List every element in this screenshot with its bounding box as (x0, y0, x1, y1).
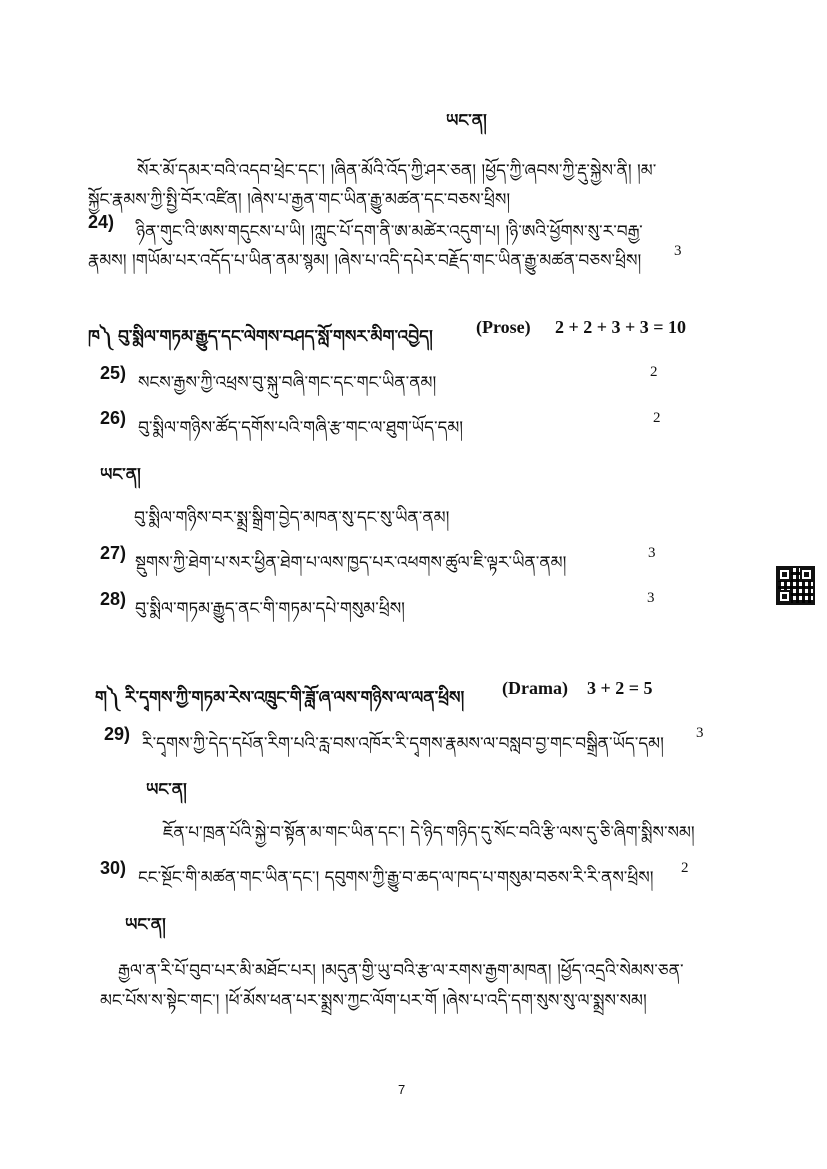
section-kha-english: (Prose) (476, 317, 531, 337)
section-kha-marks: 2 + 2 + 3 + 3 = 10 (555, 317, 687, 337)
section-ga-heading: ག༽ རི་དྭགས་ཀྱི་གཏམ་རེས་འཁྲུང་གི་ཟློ་ཞ་ལས་གཉིས་ལ་ལན་ཕྲིས། (95, 688, 465, 708)
q26-marks: 2 (653, 410, 661, 426)
q25-text: སངས་རྒྱས་ཀྱི་འཕྲས་བུ་སྐུ་བཞི་གང་དང་གང་ཡིན་ནམ། (138, 373, 437, 393)
q24-number: 24) (88, 212, 115, 232)
section-kha-heading: ཁ༽ བུ་སྨིལ་གཏམ་རྒྱུད་དང་ལེགས་བཤད་སློ་གསར་མིག་འབྱེད། (88, 327, 433, 347)
q28-text: བུ་སྨིལ་གཏམ་རྒྱུད་ནང་གི་གཏམ་དཔེ་གསུམ་ཕྲིས། (135, 599, 405, 619)
q29-marks: 3 (696, 725, 704, 741)
q29-number: 29) (104, 724, 131, 744)
q24-line2: རྣམས། །གཡོམ་པར་འདོད་པ་ཡིན་ནམ་སྙམ། །ཞེས་པ་འདི་དཔེར་བརྗོད་གང་ཡིན་རྒྱུ་མཚན་བཅས་ཕྲིས། (88, 251, 642, 271)
q28-number: 28) (100, 589, 127, 609)
q26-number: 26) (100, 408, 127, 428)
q30-alt-line1: རྒྱལ་ན་རི་པོ་བུབ་པར་མི་མཐོང་པར། །མདུན་གྱི་ཡུ་བའི་རྩ་ལ་རགས་རྒྱག་མཁན། །ཕྱོད་འདྲའི་སེམས་ཅན་ (118, 961, 684, 981)
q26-text: བུ་སྨིལ་གཉིས་ཚོད་དགོས་པའི་གཞི་རྩ་གང་ལ་ཐུག་ཡོད་དམ། (138, 418, 464, 438)
section-ga-marks: 3 + 2 = 5 (587, 678, 653, 698)
q23-alt-line2: སྐྱོང་རྣམས་ཀྱི་སྤྱི་བོར་འཛིན། །ཞེས་པ་རྒྱན་གང་ཡིན་རྒྱུ་མཚན་དང་བཅས་ཕྲིས། (88, 190, 511, 210)
section-ga-english: (Drama) (502, 678, 568, 698)
q29-alt-text: ཇོན་པ་ཁྲན་པོའི་སྐྱེ་བ་སྟོན་མ་གང་ཡིན་དང་། དེ་ཉིད་གཉིད་དུ་སོང་བའི་རྩི་ལས་དུ་ཅི་ཞིག་སྨིས་སམ། (163, 823, 695, 843)
page-number: 7 (398, 1082, 406, 1097)
q25-marks: 2 (650, 364, 658, 380)
q30-alt-line2: མང་པོས་ས་སྟེང་གང་། །ཕོ་མོས་ཕན་པར་སྨྲས་ཀྱང་ལོག་པར་གོ །ཞེས་པ་འདི་དག་སུས་སུ་ལ་སྨྲས་སམ། (100, 991, 647, 1011)
q27-number: 27) (100, 543, 127, 563)
q24-line1: ཉིན་གུང་འི་ཨས་གདུངས་པ་ཡི། །ཀླུང་པོ་དག་ནི་ཨ་མཚེར་འདུག་པ། །ཉི་ཨའི་ཕྱོགས་སུ་ར་བརྒྱ་ (136, 222, 643, 242)
alt-marker-q26: ཡང་ན། (100, 465, 141, 485)
alt-marker-top: ཡང་ན། (446, 111, 487, 131)
q28-marks: 3 (647, 590, 655, 606)
q27-marks: 3 (648, 545, 656, 561)
q29-text: རི་དྭགས་ཀྱི་དེད་དཔོན་རིག་པའི་རླ་བས་འཁོར་རི་དྭགས་རྣམས་ལ་བསླབ་བྱ་གང་བསྒྲིན་ཡོད་དམ། (142, 734, 664, 754)
qr-code (776, 566, 815, 605)
q24-marks: 3 (674, 243, 682, 259)
q26-alt-text: བུ་སྨིལ་གཉིས་བར་སྨྲ་སྒྲིག་བྱེད་མཁན་སུ་དང་སུ་ཡིན་ནམ། (134, 508, 450, 528)
q30-text: ངང་སྔོང་གི་མཚན་གང་ཡིན་དང་། དབུགས་ཀྱི་རྒྱུ་བ་ཆད་ལ་ཁད་པ་གསུམ་བཅས་རི་རི་ནས་ཕྲིས། (138, 868, 654, 888)
q25-number: 25) (100, 363, 127, 383)
q27-text: སྡུགས་ཀྱི་ཐེག་པ་སར་ཕྱིན་ཐེག་པ་ལས་ཁྱད་པར་འཕགས་ཚུལ་ཇི་ལྟར་ཡིན་ནམ། (135, 553, 567, 573)
alt-marker-q29: ཡང་ན། (146, 780, 187, 800)
q23-alt-line1: སོར་མོ་དམར་བའི་འདབ་ཕྲེང་དང་། །ཞིན་མོའི་འོད་ཀྱི་ཤར་ཅན། །ཕྱོད་ཀྱི་ཞབས་ཀྱི་རྡུ་སྐྱེས་ནི། །མ་ (137, 161, 657, 181)
q30-number: 30) (100, 858, 127, 878)
alt-marker-q30: ཡང་ན། (125, 915, 166, 935)
q30-marks: 2 (681, 860, 689, 876)
